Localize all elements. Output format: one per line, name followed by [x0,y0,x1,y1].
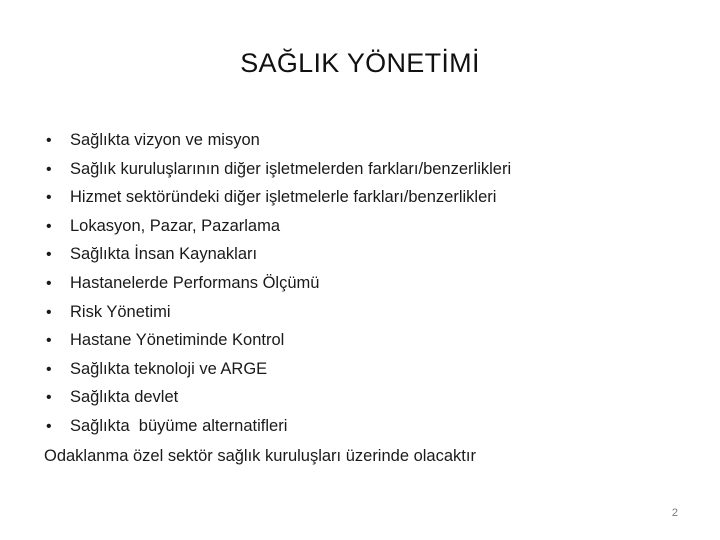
bullet-icon: • [46,160,52,178]
bullet-text: Sağlıkta teknoloji ve ARGE [70,359,268,378]
bullet-icon: • [46,274,52,292]
list-item [46,388,511,417]
list-item [46,331,511,360]
list-item [46,188,511,217]
bullet-text: Hastanelerde Performans Ölçümü [70,273,320,292]
bullet-text: Sağlıkta İnsan Kaynakları [70,245,258,264]
bullet-text: Sağlıkta vizyon ve misyon [70,131,260,149]
bullet-text: Hizmet sektöründeki diğer işletmelerle farkları/benzerlikleri [70,188,497,207]
bullet-icon: • [46,332,52,350]
bullet-text: Risk Yönetimi [70,302,171,321]
bullet-icon: • [46,303,52,321]
bullet-text: Sağlık kuruluşlarının diğer işletmelerden farkları/benzerlikleri [70,159,512,178]
list-item [46,303,511,332]
bullet-list [46,131,511,446]
list-item [46,217,511,246]
bullet-icon: • [46,360,52,378]
bullet-icon: • [46,389,52,407]
bullet-text: Lokasyon, Pazar, Pazarlama [70,216,281,235]
focus-note: Odaklanma özel sektör sağlık kuruluşları üzerinde olacaktır [44,447,476,465]
list-item [46,360,511,389]
list-item [46,274,511,303]
bullet-text: Sağlıkta büyüme alternatifleri [70,416,288,435]
bullet-text: Hastane Yönetiminde Kontrol [70,331,285,350]
bullet-icon: • [46,132,52,149]
page-number: 2 [671,507,678,519]
bullet-icon: • [46,217,52,235]
bullet-icon: • [46,417,52,435]
bullet-icon: • [46,189,52,207]
bullet-text: Sağlıkta devlet [70,388,179,407]
list-item [46,131,511,160]
list-item [46,417,511,446]
list-item [46,245,511,274]
slide-title: SAĞLIK YÖNETİMİ [240,48,480,78]
list-item [46,160,511,189]
bullet-icon: • [46,246,52,264]
